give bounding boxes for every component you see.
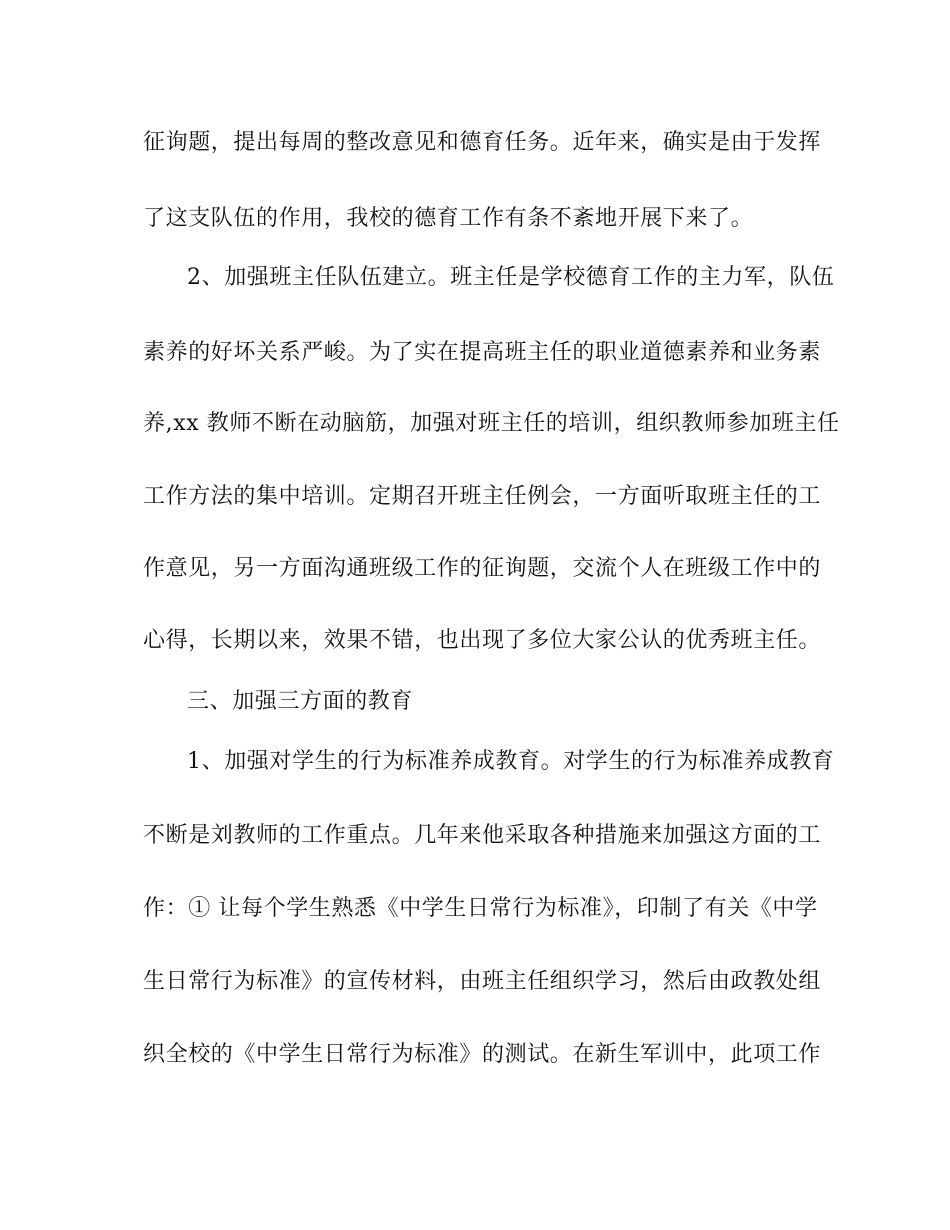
text-line: 工作方法的集中培训。定期召开班主任例会，一方面听取班主任的工 [143, 484, 822, 509]
text-line: 作意见，另一方面沟通班级工作的征询题，交流个人在班级工作中的 [143, 556, 822, 581]
section-heading: 三、加强三方面的教育 [187, 689, 414, 714]
text-line: 素养的好坏关系严峻。为了实在提高班主任的职业道德素养和业务素 [143, 340, 822, 365]
text-line: 生日常行为标准》的宣传材料，由班主任组织学习，然后由政教处组 [143, 969, 822, 994]
paragraph-start-line: 2、加强班主任队伍建立。班主任是学校德育工作的主力军，队伍 [187, 265, 835, 290]
text-line: 征询题，提出每周的整改意见和德育任务。近年来，确实是由于发挥 [143, 130, 822, 155]
text-line: 不断是刘教师的工作重点。几年来他采取各种措施来加强这方面的工 [143, 823, 822, 848]
paragraph-start-line: 1、加强对学生的行为标准养成教育。对学生的行为标准养成教育 [187, 749, 835, 774]
text-line: 作：① 让每个学生熟悉《中学生日常行为标准》，印制了有关《中学 [143, 896, 818, 921]
text-line: 了这支队伍的作用，我校的德育工作有条不紊地开展下来了。 [143, 206, 754, 231]
text-line: 织全校的《中学生日常行为标准》的测试。在新生军训中，此项工作 [143, 1042, 822, 1067]
text-line: 养,xx 教师不断在动脑筋，加强对班主任的培训，组织教师参加班主任 [143, 411, 840, 436]
text-line: 心得，长期以来，效果不错，也出现了多位大家公认的优秀班主任。 [143, 628, 822, 653]
